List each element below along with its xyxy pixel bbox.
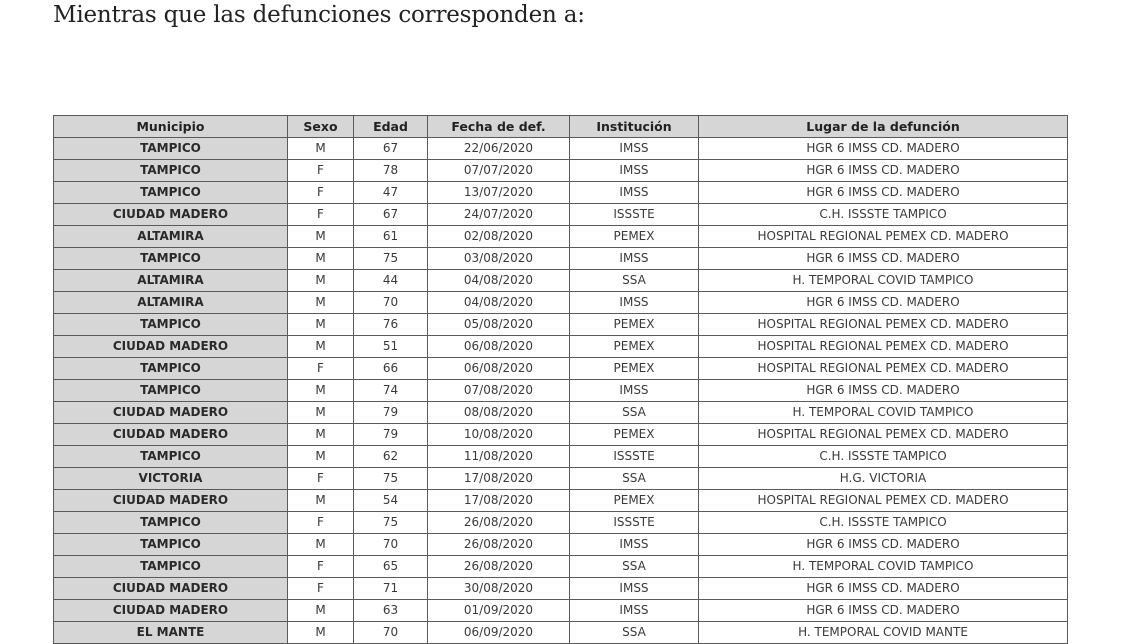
cell-fecha: 10/08/2020: [428, 424, 570, 446]
cell-municipio: CIUDAD MADERO: [54, 578, 288, 600]
cell-fecha: 30/08/2020: [428, 578, 570, 600]
header-fecha: Fecha de def.: [428, 116, 570, 138]
table-row: [54, 424, 1068, 446]
cell-sexo: M: [288, 622, 354, 644]
cell-edad: 47: [354, 182, 428, 204]
cell-edad: 75: [354, 248, 428, 270]
table-header-row: [54, 116, 1068, 138]
cell-sexo: F: [288, 468, 354, 490]
cell-fecha: 08/08/2020: [428, 402, 570, 424]
deaths-table-container: [53, 115, 1068, 644]
cell-fecha: 24/07/2020: [428, 204, 570, 226]
cell-lugar: HGR 6 IMSS CD. MADERO: [699, 248, 1068, 270]
cell-sexo: F: [288, 556, 354, 578]
cell-municipio: EL MANTE: [54, 622, 288, 644]
cell-fecha: 13/07/2020: [428, 182, 570, 204]
cell-municipio: TAMPICO: [54, 138, 288, 160]
cell-lugar: HGR 6 IMSS CD. MADERO: [699, 600, 1068, 622]
cell-lugar: HGR 6 IMSS CD. MADERO: [699, 160, 1068, 182]
table-row: [54, 512, 1068, 534]
cell-institucion: SSA: [570, 622, 699, 644]
table-row: [54, 402, 1068, 424]
cell-fecha: 26/08/2020: [428, 556, 570, 578]
cell-municipio: ALTAMIRA: [54, 292, 288, 314]
table-row: [54, 160, 1068, 182]
cell-municipio: TAMPICO: [54, 182, 288, 204]
cell-sexo: M: [288, 424, 354, 446]
cell-municipio: ALTAMIRA: [54, 270, 288, 292]
cell-institucion: PEMEX: [570, 424, 699, 446]
cell-institucion: SSA: [570, 556, 699, 578]
cell-lugar: HGR 6 IMSS CD. MADERO: [699, 380, 1068, 402]
cell-edad: 76: [354, 314, 428, 336]
cell-institucion: IMSS: [570, 600, 699, 622]
cell-institucion: ISSSTE: [570, 446, 699, 468]
cell-sexo: M: [288, 292, 354, 314]
cell-edad: 67: [354, 204, 428, 226]
cell-lugar: HGR 6 IMSS CD. MADERO: [699, 182, 1068, 204]
cell-institucion: SSA: [570, 270, 699, 292]
cell-municipio: TAMPICO: [54, 358, 288, 380]
cell-fecha: 22/06/2020: [428, 138, 570, 160]
cell-sexo: M: [288, 380, 354, 402]
cell-sexo: F: [288, 358, 354, 380]
cell-municipio: TAMPICO: [54, 556, 288, 578]
cell-sexo: M: [288, 336, 354, 358]
cell-lugar: HOSPITAL REGIONAL PEMEX CD. MADERO: [699, 226, 1068, 248]
cell-municipio: CIUDAD MADERO: [54, 204, 288, 226]
table-row: [54, 534, 1068, 556]
table-row: [54, 600, 1068, 622]
cell-municipio: TAMPICO: [54, 534, 288, 556]
header-edad: Edad: [354, 116, 428, 138]
cell-lugar: HGR 6 IMSS CD. MADERO: [699, 578, 1068, 600]
cell-lugar: H. TEMPORAL COVID TAMPICO: [699, 402, 1068, 424]
cell-edad: 79: [354, 402, 428, 424]
header-lugar: Lugar de la defunción: [699, 116, 1068, 138]
table-row: [54, 248, 1068, 270]
cell-edad: 62: [354, 446, 428, 468]
cell-lugar: HGR 6 IMSS CD. MADERO: [699, 138, 1068, 160]
cell-edad: 66: [354, 358, 428, 380]
cell-sexo: M: [288, 138, 354, 160]
cell-institucion: PEMEX: [570, 226, 699, 248]
cell-sexo: F: [288, 182, 354, 204]
table-row: [54, 204, 1068, 226]
cell-sexo: F: [288, 160, 354, 182]
cell-institucion: IMSS: [570, 160, 699, 182]
cell-fecha: 07/07/2020: [428, 160, 570, 182]
cell-edad: 75: [354, 468, 428, 490]
cell-edad: 74: [354, 380, 428, 402]
cell-institucion: SSA: [570, 402, 699, 424]
cell-sexo: F: [288, 512, 354, 534]
cell-sexo: M: [288, 248, 354, 270]
table-row: [54, 314, 1068, 336]
cell-sexo: M: [288, 600, 354, 622]
cell-sexo: M: [288, 402, 354, 424]
table-row: [54, 182, 1068, 204]
cell-edad: 51: [354, 336, 428, 358]
cell-municipio: TAMPICO: [54, 446, 288, 468]
cell-municipio: CIUDAD MADERO: [54, 424, 288, 446]
cell-edad: 70: [354, 622, 428, 644]
cell-sexo: M: [288, 226, 354, 248]
table-row: [54, 358, 1068, 380]
cell-lugar: HOSPITAL REGIONAL PEMEX CD. MADERO: [699, 336, 1068, 358]
cell-fecha: 11/08/2020: [428, 446, 570, 468]
cell-lugar: H. TEMPORAL COVID TAMPICO: [699, 556, 1068, 578]
table-row: [54, 446, 1068, 468]
cell-edad: 44: [354, 270, 428, 292]
table-body: [54, 138, 1068, 644]
cell-edad: 54: [354, 490, 428, 512]
cell-edad: 65: [354, 556, 428, 578]
cell-fecha: 04/08/2020: [428, 292, 570, 314]
cell-municipio: VICTORIA: [54, 468, 288, 490]
cell-municipio: TAMPICO: [54, 248, 288, 270]
cell-institucion: IMSS: [570, 380, 699, 402]
cell-fecha: 03/08/2020: [428, 248, 570, 270]
table-row: [54, 468, 1068, 490]
table-row: [54, 490, 1068, 512]
cell-institucion: ISSSTE: [570, 512, 699, 534]
cell-edad: 78: [354, 160, 428, 182]
cell-lugar: HOSPITAL REGIONAL PEMEX CD. MADERO: [699, 490, 1068, 512]
cell-sexo: M: [288, 270, 354, 292]
cell-fecha: 07/08/2020: [428, 380, 570, 402]
cell-edad: 70: [354, 292, 428, 314]
cell-institucion: PEMEX: [570, 358, 699, 380]
cell-fecha: 06/08/2020: [428, 358, 570, 380]
cell-lugar: HOSPITAL REGIONAL PEMEX CD. MADERO: [699, 424, 1068, 446]
cell-sexo: F: [288, 578, 354, 600]
cell-lugar: C.H. ISSSTE TAMPICO: [699, 204, 1068, 226]
table-row: [54, 270, 1068, 292]
cell-sexo: M: [288, 534, 354, 556]
cell-fecha: 04/08/2020: [428, 270, 570, 292]
table-row: [54, 622, 1068, 644]
cell-edad: 79: [354, 424, 428, 446]
cell-institucion: IMSS: [570, 578, 699, 600]
cell-fecha: 01/09/2020: [428, 600, 570, 622]
cell-lugar: C.H. ISSSTE TAMPICO: [699, 446, 1068, 468]
table-row: [54, 292, 1068, 314]
cell-fecha: 17/08/2020: [428, 468, 570, 490]
cell-municipio: TAMPICO: [54, 314, 288, 336]
intro-text: Mientras que las defunciones corresponden a:: [53, 2, 585, 28]
cell-institucion: IMSS: [570, 534, 699, 556]
cell-municipio: ALTAMIRA: [54, 226, 288, 248]
cell-lugar: H.G. VICTORIA: [699, 468, 1068, 490]
cell-institucion: PEMEX: [570, 490, 699, 512]
table-row: [54, 226, 1068, 248]
cell-municipio: CIUDAD MADERO: [54, 402, 288, 424]
cell-lugar: H. TEMPORAL COVID MANTE: [699, 622, 1068, 644]
cell-lugar: HGR 6 IMSS CD. MADERO: [699, 534, 1068, 556]
cell-edad: 75: [354, 512, 428, 534]
cell-fecha: 17/08/2020: [428, 490, 570, 512]
cell-institucion: PEMEX: [570, 314, 699, 336]
cell-sexo: M: [288, 446, 354, 468]
header-sexo: Sexo: [288, 116, 354, 138]
cell-fecha: 06/08/2020: [428, 336, 570, 358]
cell-institucion: SSA: [570, 468, 699, 490]
table-row: [54, 578, 1068, 600]
cell-lugar: C.H. ISSSTE TAMPICO: [699, 512, 1068, 534]
cell-edad: 70: [354, 534, 428, 556]
cell-fecha: 05/08/2020: [428, 314, 570, 336]
cell-fecha: 26/08/2020: [428, 534, 570, 556]
cell-lugar: H. TEMPORAL COVID TAMPICO: [699, 270, 1068, 292]
cell-edad: 71: [354, 578, 428, 600]
cell-institucion: PEMEX: [570, 336, 699, 358]
cell-institucion: IMSS: [570, 138, 699, 160]
deaths-table: [53, 115, 1068, 644]
table-row: [54, 556, 1068, 578]
cell-institucion: IMSS: [570, 248, 699, 270]
cell-municipio: CIUDAD MADERO: [54, 600, 288, 622]
cell-fecha: 26/08/2020: [428, 512, 570, 534]
cell-edad: 61: [354, 226, 428, 248]
cell-fecha: 02/08/2020: [428, 226, 570, 248]
cell-lugar: HOSPITAL REGIONAL PEMEX CD. MADERO: [699, 358, 1068, 380]
cell-sexo: F: [288, 204, 354, 226]
header-institucion: Institución: [570, 116, 699, 138]
cell-institucion: ISSSTE: [570, 204, 699, 226]
cell-edad: 63: [354, 600, 428, 622]
cell-municipio: TAMPICO: [54, 380, 288, 402]
cell-sexo: M: [288, 314, 354, 336]
table-row: [54, 380, 1068, 402]
cell-edad: 67: [354, 138, 428, 160]
cell-sexo: M: [288, 490, 354, 512]
cell-lugar: HGR 6 IMSS CD. MADERO: [699, 292, 1068, 314]
cell-municipio: TAMPICO: [54, 512, 288, 534]
cell-fecha: 06/09/2020: [428, 622, 570, 644]
table-row: [54, 138, 1068, 160]
cell-institucion: IMSS: [570, 182, 699, 204]
cell-municipio: TAMPICO: [54, 160, 288, 182]
cell-lugar: HOSPITAL REGIONAL PEMEX CD. MADERO: [699, 314, 1068, 336]
cell-municipio: CIUDAD MADERO: [54, 490, 288, 512]
header-municipio: Municipio: [54, 116, 288, 138]
cell-institucion: IMSS: [570, 292, 699, 314]
table-row: [54, 336, 1068, 358]
cell-municipio: CIUDAD MADERO: [54, 336, 288, 358]
